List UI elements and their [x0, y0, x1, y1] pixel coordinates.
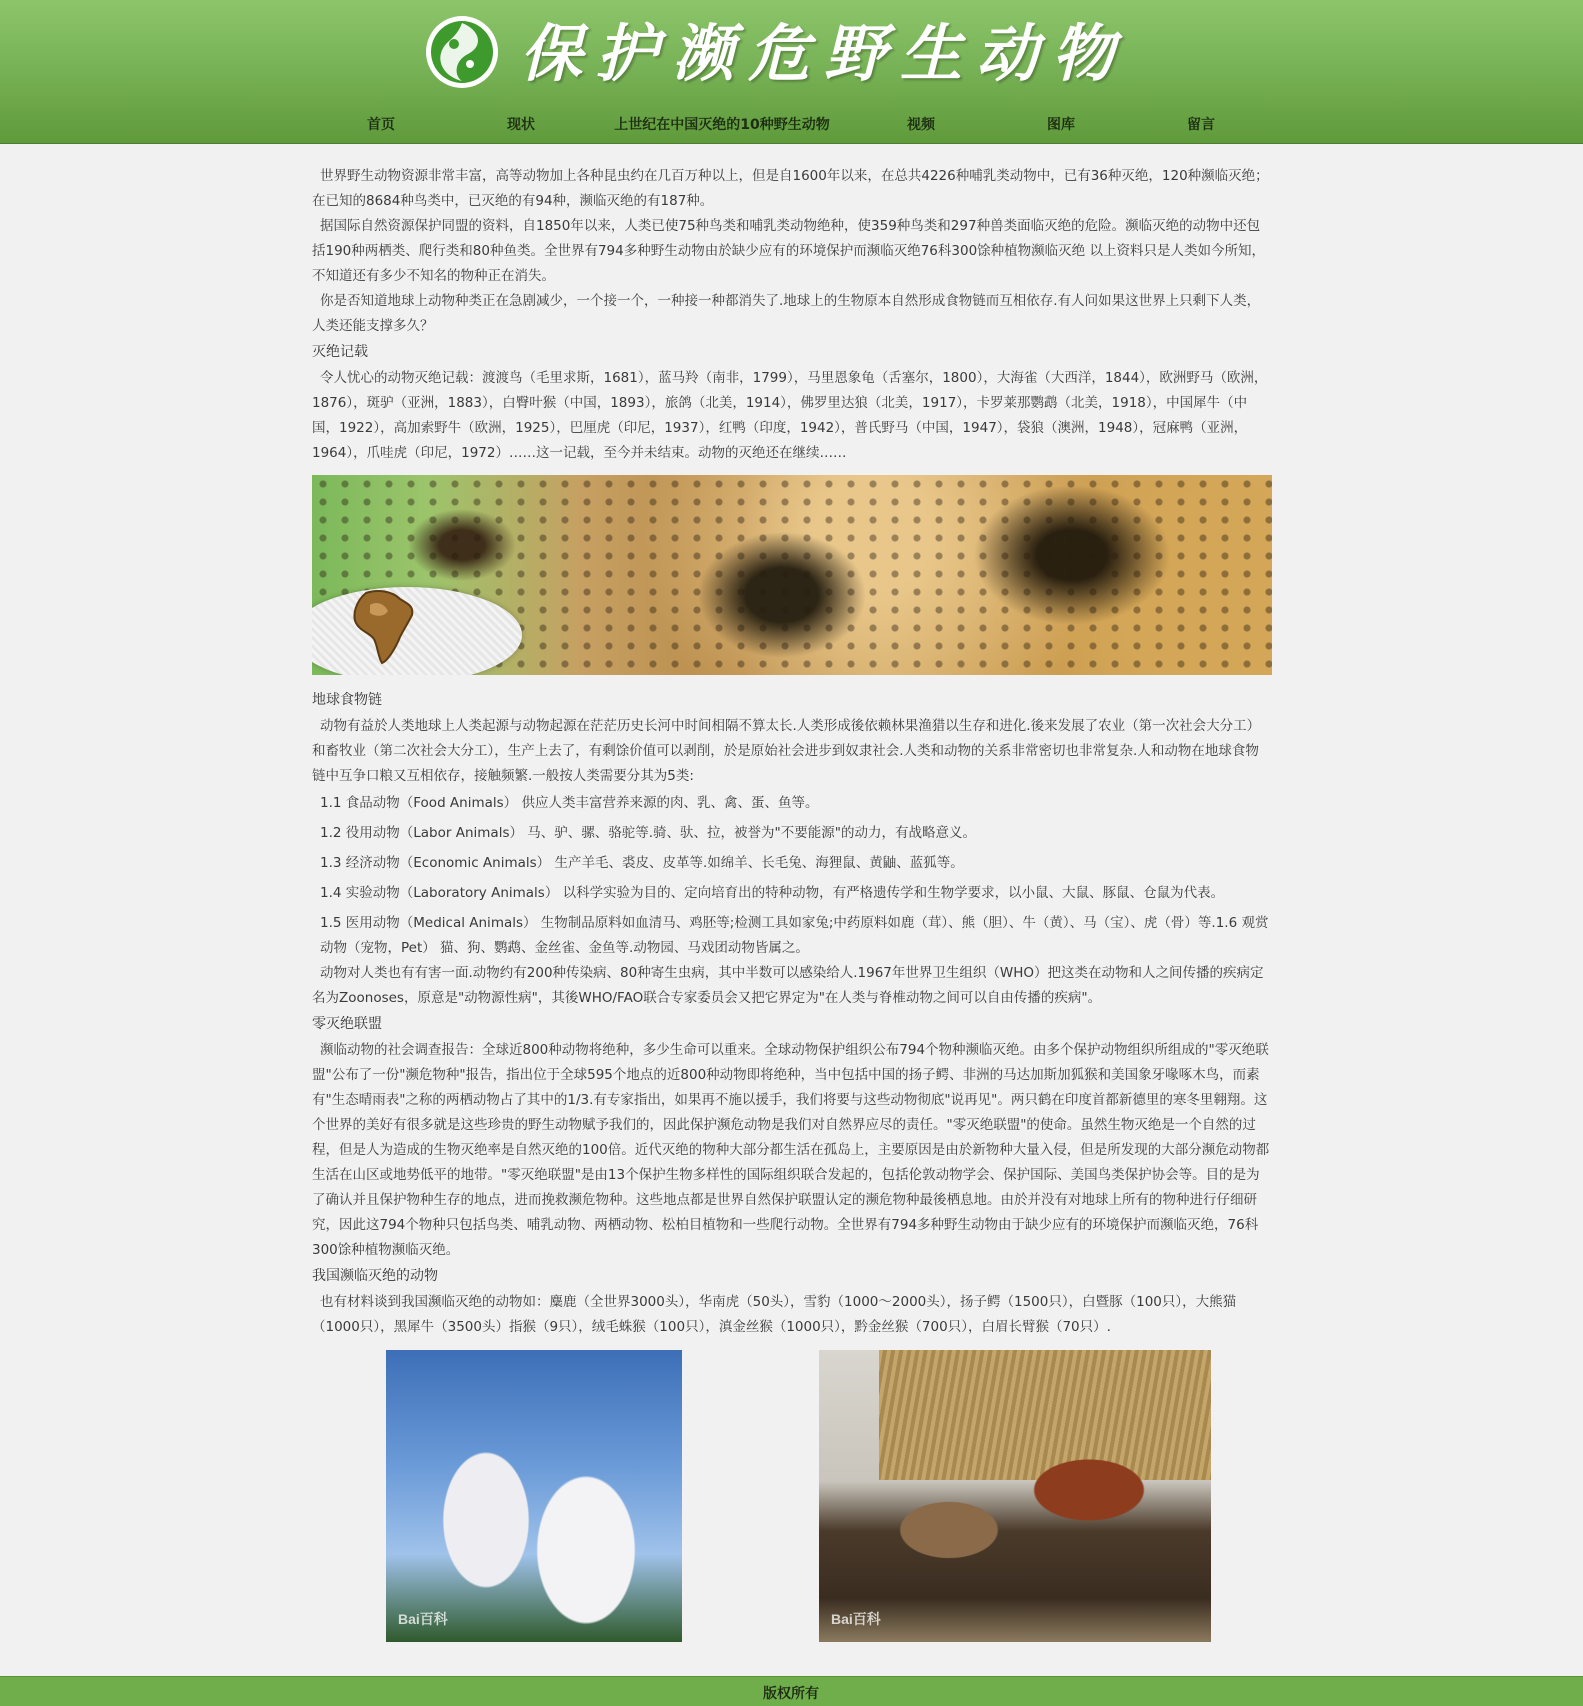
pheasant-photo[interactable] [819, 1350, 1211, 1642]
list-item: 1.1 食品动物（Food Animals） 供应人类丰富营养来源的肉、乳、禽、蛋、鱼等。 [320, 795, 819, 811]
list-item: 1.4 实验动物（Laboratory Animals） 以科学实验为目的、定向培育出的特种动物，有严格遗传学和生物学要求，以小鼠、大鼠、豚鼠、仓鼠为代表。 [320, 885, 1225, 901]
panda-globe-logo-icon [424, 14, 500, 90]
main-nav [0, 110, 1583, 140]
crested-ibis-photo[interactable] [386, 1350, 682, 1642]
nav-item-gallery[interactable]: 图库 [1047, 117, 1075, 133]
photo-row [312, 1350, 1272, 1642]
intro-paragraph: 你是否知道地球上动物种类正在急剧减少，一个接一个，一种接一种都消失了.地球上的生物原本自然形成食物链而互相依存.有人问如果这世界上只剩下人类，人类还能支撑多久？ [312, 293, 1261, 334]
site-header [0, 0, 1583, 144]
section-heading-zero-extinction: 零灭绝联盟 [312, 1016, 382, 1032]
food-chain-closing: 动物对人类也有有害一面.动物约有200种传染病、80种寄生虫病，其中半数可以感染给人.1967年世界卫生组织（WHO）把这类在动物和人之间传播的疾病定名为Zoonoses，原意是"动物源性病"，其後WHO/FAO联合专家委员会又把它界定为"在人类与脊椎动物之间可以自由传播的疾病"。 [312, 965, 1264, 1006]
extinction-record: 令人忧心的动物灭绝记载：渡渡鸟（毛里求斯，1681），蓝马羚（南非，1799），马里恩象龟（舌塞尔，1800），大海雀（大西洋，1844），欧洲野马（欧洲，1876），斑驴（亚洲，1883），白臀叶猴（中国，1893），旅鸽（北美，1914），佛罗里达狼（北美，1917），卡罗莱那鹦鹉（北美，1918），中国犀牛（中国，1922），高加索野牛（欧洲，1925），巴厘虎（印尼，1937），红鸭（印度，1942），普氏野马（中国，1947），袋狼（澳洲，1948），冠麻鸭（亚洲，1964），爪哇虎（印尼，1972）……这一记载，至今并未结束。动物的灭绝还在继续…… [312, 370, 1268, 461]
intro-paragraph: 世界野生动物资源非常丰富，高等动物加上各种昆虫约在几百万种以上，但是自1600年以来，在总共4226种哺乳类动物中，已有36种灭绝，120种濒临灭绝；在已知的8684种鸟类中，已灭绝的有94种，濒临灭绝的有187种。 [312, 168, 1269, 209]
nav-item-video[interactable]: 视频 [907, 117, 935, 133]
main-content [312, 164, 1272, 1642]
site-footer [0, 1676, 1583, 1706]
photo-watermark: Bai百科 [398, 1611, 448, 1627]
cheetah-banner-image [312, 475, 1272, 675]
section-heading-china-endangered: 我国濒临灭绝的动物 [312, 1268, 438, 1284]
copyright-text: 版权所有 [763, 1686, 819, 1702]
intro-paragraph: 据国际自然资源保护同盟的资料，自1850年以来，人类已使75种鸟类和哺乳类动物绝种，使359种鸟类和297种兽类面临灭绝的危险。濒临灭绝的动物中还包括190种两栖类、爬行类和80种鱼类。全世界有794多种野生动物由於缺少应有的环境保护而濒临灭绝76科300馀种植物濒临灭绝 以上资料只是人类如今所知，不知道还有多少不知名的物种正在消失。 [312, 218, 1265, 284]
site-title: 保护濒危野生动物 [520, 17, 1129, 90]
list-item: 1.3 经济动物（Economic Animals） 生产羊毛、裘皮、皮革等.如绵羊、长毛兔、海狸鼠、黄鼬、蓝狐等。 [320, 855, 964, 871]
list-item: 1.5 医用动物（Medical Animals） 生物制品原料如血清马、鸡胚等;检测工具如家兔;中药原料如鹿（茸）、熊（胆）、牛（黄）、马（宝）、虎（骨）等.1.6 观赏动物（宠物，Pet） 猫、狗、鹦鹉、金丝雀、金鱼等.动物园、马戏团动物皆属之。 [320, 915, 1269, 956]
nav-item-home[interactable]: 首页 [367, 117, 395, 133]
zero-extinction-paragraph: 濒临动物的社会调查报告：全球近800种动物将绝种，多少生命可以重来。全球动物保护组织公布794个物种濒临灭绝。由多个保护动物组织所组成的"零灭绝联盟"公布了一份"濒危物种"报告，指出位于全球595个地点的近800种动物即将绝种，当中包括中国的扬子鳄、非洲的马达加斯加狐猴和美国象牙喙啄木鸟，而素有"生态晴雨表"之称的两栖动物占了其中的1/3.有专家指出，如果再不施以援手，我们将要与这些动物彻底"说再见"。两只鹤在印度首都新德里的寒冬里翱翔。这个世界的美好有很多就是这些珍贵的野生动物赋予我们的，因此保护濒危动物是我们对自然界应尽的责任。"零灭绝联盟"的使命。虽然生物灭绝是一个自然的过程，但是人为造成的生物灭绝率是自然灭绝的100倍。近代灭绝的物种大部分都生活在孤岛上，主要原因是由於新物种大量入侵，但是所发现的大部分濒危动物都生活在山区或地势低平的地带。"零灭绝联盟"是由13个保护生物多样性的国际组织联合发起的，包括伦敦动物学会、保护国际、美国鸟类保护协会等。目的是为了确认并且保护物种生存的地点，进而挽救濒危物种。这些地点都是世界自然保护联盟认定的濒危物种最後栖息地。由於并没有对地球上所有的物种进行仔细研究，因此这794个物种只包括鸟类、哺乳动物、两栖动物、松柏目植物和一些爬行动物。全世界有794多种野生动物由于缺少应有的环境保护而濒临灭绝，76科300馀种植物濒临灭绝。 [312, 1042, 1270, 1258]
africa-map-icon [348, 587, 418, 667]
food-chain-paragraph: 动物有益於人类地球上人类起源与动物起源在茫茫历史长河中时间相隔不算太长.人类形成後依赖林果渔猎以生存和进化.後来发展了农业（第一次社会大分工）和畜牧业（第二次社会大分工），生产上去了，有剩馀价值可以剥削，於是原始社会进步到奴隶社会.人类和动物的关系非常密切也非常复杂.人和动物在地球食物链中互争口粮又互相依存，接触频繁.一般按人类需要分其为5类: [312, 718, 1261, 784]
section-heading-extinction: 灭绝记载 [312, 344, 368, 360]
nav-item-status[interactable]: 现状 [507, 117, 535, 133]
china-endangered-paragraph: 也有材料谈到我国濒临灭绝的动物如：麋鹿（全世界3000头），华南虎（50头），雪豹（1000～2000头），扬子鳄（1500只），白暨豚（100只），大熊猫（1000只），黑犀牛（3500头）指猴（9只），绒毛蛛猴（100只），滇金丝猴（1000只），黔金丝猴（700只），白眉长臂猴（70只）. [312, 1294, 1237, 1335]
nav-item-guestbook[interactable]: 留言 [1187, 117, 1215, 133]
section-heading-food-chain: 地球食物链 [312, 692, 382, 708]
site-logo[interactable] [424, 14, 500, 90]
photo-watermark: Bai百科 [831, 1611, 881, 1627]
list-item: 1.2 役用动物（Labor Animals） 马、驴、骡、骆驼等.骑、驮、拉，被誉为"不要能源"的动力，有战略意义。 [320, 825, 976, 841]
nav-item-extinct-species[interactable]: 上世纪在中国灭绝的10种野生动物 [614, 117, 830, 133]
